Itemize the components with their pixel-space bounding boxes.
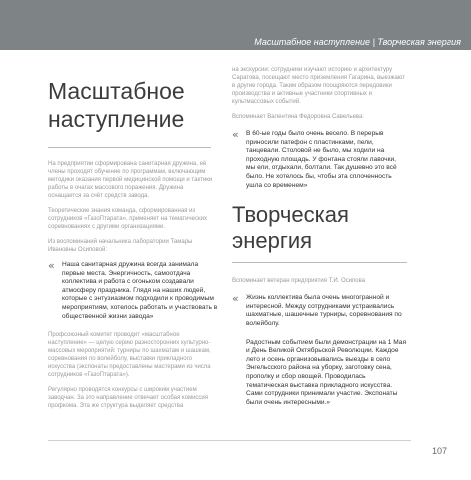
pull-quote <box>232 294 407 328</box>
section-title-line1: Масштабное <box>48 78 185 104</box>
quote-continuation-body: Радостным событием были демонстрации на 1 Мая и День Великой Октябрьской Революции. Каждое лето и осень организовывались выезды в село Энгельсского района на уборку, заготовку сена, прополку и сбор овощей. Проводилась тематическая выставка прикладного искусства. Сами сотрудники принимали участие. Экспонаты были очень интересными. <box>246 338 407 406</box>
quote-end: » <box>326 398 331 406</box>
pull-quote <box>232 130 407 190</box>
quote-body: В 60-ые годы было очень весело. В перерыв приносили патефон с пластинками, пели, танцевали. Столовой не было, мы ходили на проходную площадь. У фонтана стояли лавочки, мы ели, отдыхали, болтали. Так душевно это всё было. Не хотелось бы, чтобы эта сплоченность ушла со временем <box>246 130 397 189</box>
footer-divider <box>48 440 411 441</box>
left-column <box>48 66 218 417</box>
quote-continuation <box>246 339 407 408</box>
pull-quote <box>48 261 218 321</box>
quote-mark-icon: « <box>48 259 55 272</box>
quote-mark-icon: « <box>232 292 239 306</box>
quote-end: » <box>303 181 308 189</box>
running-header-subsection: Творческая энергия <box>377 37 461 47</box>
body-paragraph: Регулярно проводятся конкурсы с широким участием заводчан. За это направление отвечает особая комиссия профкома. Эта же структура выделяет средства <box>48 387 209 410</box>
page-number: 107 <box>431 446 447 456</box>
quote-text <box>246 130 407 190</box>
section-title-line2: наступление <box>48 106 185 132</box>
header-bar <box>0 0 471 50</box>
quote-text <box>62 261 218 321</box>
title-divider <box>232 262 407 263</box>
running-header-section: Масштабное наступление <box>254 37 371 47</box>
quote-text: Жизнь коллектива была очень многогранной и интересной. Между сотрудниками устраивались шахматные, шашечные турниры, соревнования по волейболу. <box>246 294 402 327</box>
body-paragraph: Профсоюзный комитет проводит «масштабное наступление» — целую серию разносторонних культурно-массовых мероприятий: турниры по шахматам и шашкам, соревнования по волейболу, выставки прикладного искусства (экспонаты предоставлены мастерами из числа сотрудников «ГазоПтарата»). <box>48 332 211 379</box>
right-column <box>232 66 407 407</box>
quote-end: » <box>149 312 154 320</box>
body-paragraph: Теоретические знания команда, сформированная из сотрудников «ГазоПтарата», применяет на тематических соревнованиях с другими организациями. <box>48 208 207 230</box>
section-title <box>48 66 218 133</box>
body-paragraph: На предприятии сформирована санитарная дружина, её члены проходят обучение по программам, включающим методики оказания первой медицинской помощи и тактики работы в очагах массового поражения. Дружина оснащается за счёт средств завода. <box>48 161 213 199</box>
memory-intro: Вспоминает Валентина Федоровна Савельева: <box>232 114 365 120</box>
body-paragraph: на экскурсии: сотрудники изучают историю и архитектуру Саратова, посещают место приземления Гагарина, выезжают в другие города. Таким образом поощряются передовики производства и активные участники спортивных и культмассовых событий. <box>232 67 405 105</box>
section-title-2: Творческая энергия <box>232 202 349 254</box>
running-header <box>254 37 461 47</box>
title-divider <box>48 147 211 148</box>
veteran-intro: Вспоминает ветеран предприятия Т.И. Осипова <box>232 278 366 285</box>
quote-body: Наша санитарная дружина всегда занимала первые места. Энергичность, самоотдача коллектива и работа с огоньком создавали атмосферу праздника. Глядя на наших людей, которые с энтузиазмом подходили к проводимым мероприятиям, хотелось работать и участвовать в общественной жизни завода <box>62 261 218 320</box>
running-header-separator: | <box>372 37 375 47</box>
body-paragraph: Из воспоминаний начальника лаборатории Тамары Ивановны Осиповой: <box>48 239 193 253</box>
quote-mark-icon: « <box>232 128 239 141</box>
